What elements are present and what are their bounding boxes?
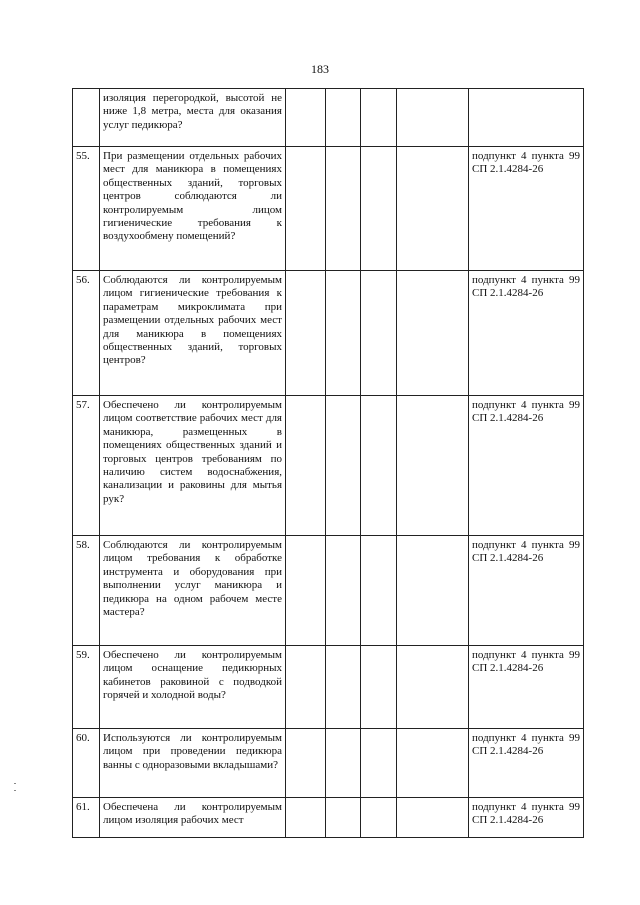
row-number: 59. [73, 646, 100, 729]
answer-cell [286, 646, 326, 729]
question-cell: Используются ли контролируемым лицом при проведении педикюра ванны с одноразовыми вкладышами? [100, 729, 286, 798]
table-row [73, 396, 584, 536]
answer-cell [286, 271, 326, 396]
answer-cell [286, 798, 326, 838]
reference-cell [469, 89, 584, 147]
answer-cell [286, 536, 326, 646]
answer-cell [326, 729, 361, 798]
question-cell: Соблюдаются ли контролируемым лицом требования к обработке инструмента и оборудования при выполнении услуг маникюра и педикюра на одном рабочем месте мастера? [100, 536, 286, 646]
answer-cell [286, 89, 326, 147]
answer-cell [326, 271, 361, 396]
question-cell: При размещении отдельных рабочих мест для маникюра в помещениях общественных зданий, торговых центров соблюдаются ли контролируемым лицом гигиенические требования к воздухообмену помещений? [100, 147, 286, 271]
question-cell: Обеспечено ли контролируемым лицом оснащение педикюрных кабинетов раковиной с подводкой горячей и холодной воды? [100, 646, 286, 729]
table-row [73, 89, 584, 147]
row-number: 61. [73, 798, 100, 838]
answer-cell [397, 798, 469, 838]
row-number [73, 89, 100, 147]
answer-cell [361, 536, 397, 646]
answer-cell [397, 147, 469, 271]
answer-cell [397, 271, 469, 396]
answer-cell [397, 729, 469, 798]
row-number: 58. [73, 536, 100, 646]
answer-cell [326, 798, 361, 838]
row-number: 56. [73, 271, 100, 396]
table-row [73, 798, 584, 838]
reference-cell: подпункт 4 пункта 99 СП 2.1.4284-26 [469, 798, 584, 838]
answer-cell [361, 147, 397, 271]
answer-cell [286, 729, 326, 798]
answer-cell [326, 89, 361, 147]
answer-cell [397, 646, 469, 729]
answer-cell [361, 646, 397, 729]
answer-cell [361, 89, 397, 147]
table-row [73, 147, 584, 271]
page-number: 183 [311, 62, 329, 76]
answer-cell [326, 147, 361, 271]
scan-mark [14, 783, 16, 784]
row-number: 55. [73, 147, 100, 271]
answer-cell [286, 147, 326, 271]
answer-cell [397, 396, 469, 536]
table-row [73, 646, 584, 729]
answer-cell [361, 396, 397, 536]
answer-cell [326, 536, 361, 646]
row-number: 60. [73, 729, 100, 798]
reference-cell: подпункт 4 пункта 99 СП 2.1.4284-26 [469, 729, 584, 798]
scan-mark [14, 790, 16, 791]
answer-cell [326, 396, 361, 536]
table-row [73, 271, 584, 396]
answer-cell [397, 536, 469, 646]
question-cell: Соблюдаются ли контролируемым лицом гигиенические требования к параметрам микроклимата при размещении отдельных рабочих мест для маникюра в помещениях общественных зданий, торговых центров? [100, 271, 286, 396]
answer-cell [326, 646, 361, 729]
answer-cell [397, 89, 469, 147]
table-row [73, 729, 584, 798]
question-cell: изоляция перегородкой, высотой не ниже 1,8 метра, места для оказания услуг педикюра? [100, 89, 286, 147]
reference-cell: подпункт 4 пункта 99 СП 2.1.4284-26 [469, 147, 584, 271]
reference-cell: подпункт 4 пункта 99 СП 2.1.4284-26 [469, 271, 584, 396]
answer-cell [286, 396, 326, 536]
row-number: 57. [73, 396, 100, 536]
reference-cell: подпункт 4 пункта 99 СП 2.1.4284-26 [469, 536, 584, 646]
reference-cell: подпункт 4 пункта 99 СП 2.1.4284-26 [469, 646, 584, 729]
answer-cell [361, 798, 397, 838]
question-cell: Обеспечено ли контролируемым лицом соответствие рабочих мест для маникюра, размещенных в помещениях общественных зданий и торговых центров требованиям по наличию систем водоснабжения, канализации и раковины для мытья рук? [100, 396, 286, 536]
answer-cell [361, 271, 397, 396]
question-cell: Обеспечена ли контролируемым лицом изоляция рабочих мест [100, 798, 286, 838]
answer-cell [361, 729, 397, 798]
reference-cell: подпункт 4 пункта 99 СП 2.1.4284-26 [469, 396, 584, 536]
checklist-table [72, 88, 584, 838]
table-row [73, 536, 584, 646]
